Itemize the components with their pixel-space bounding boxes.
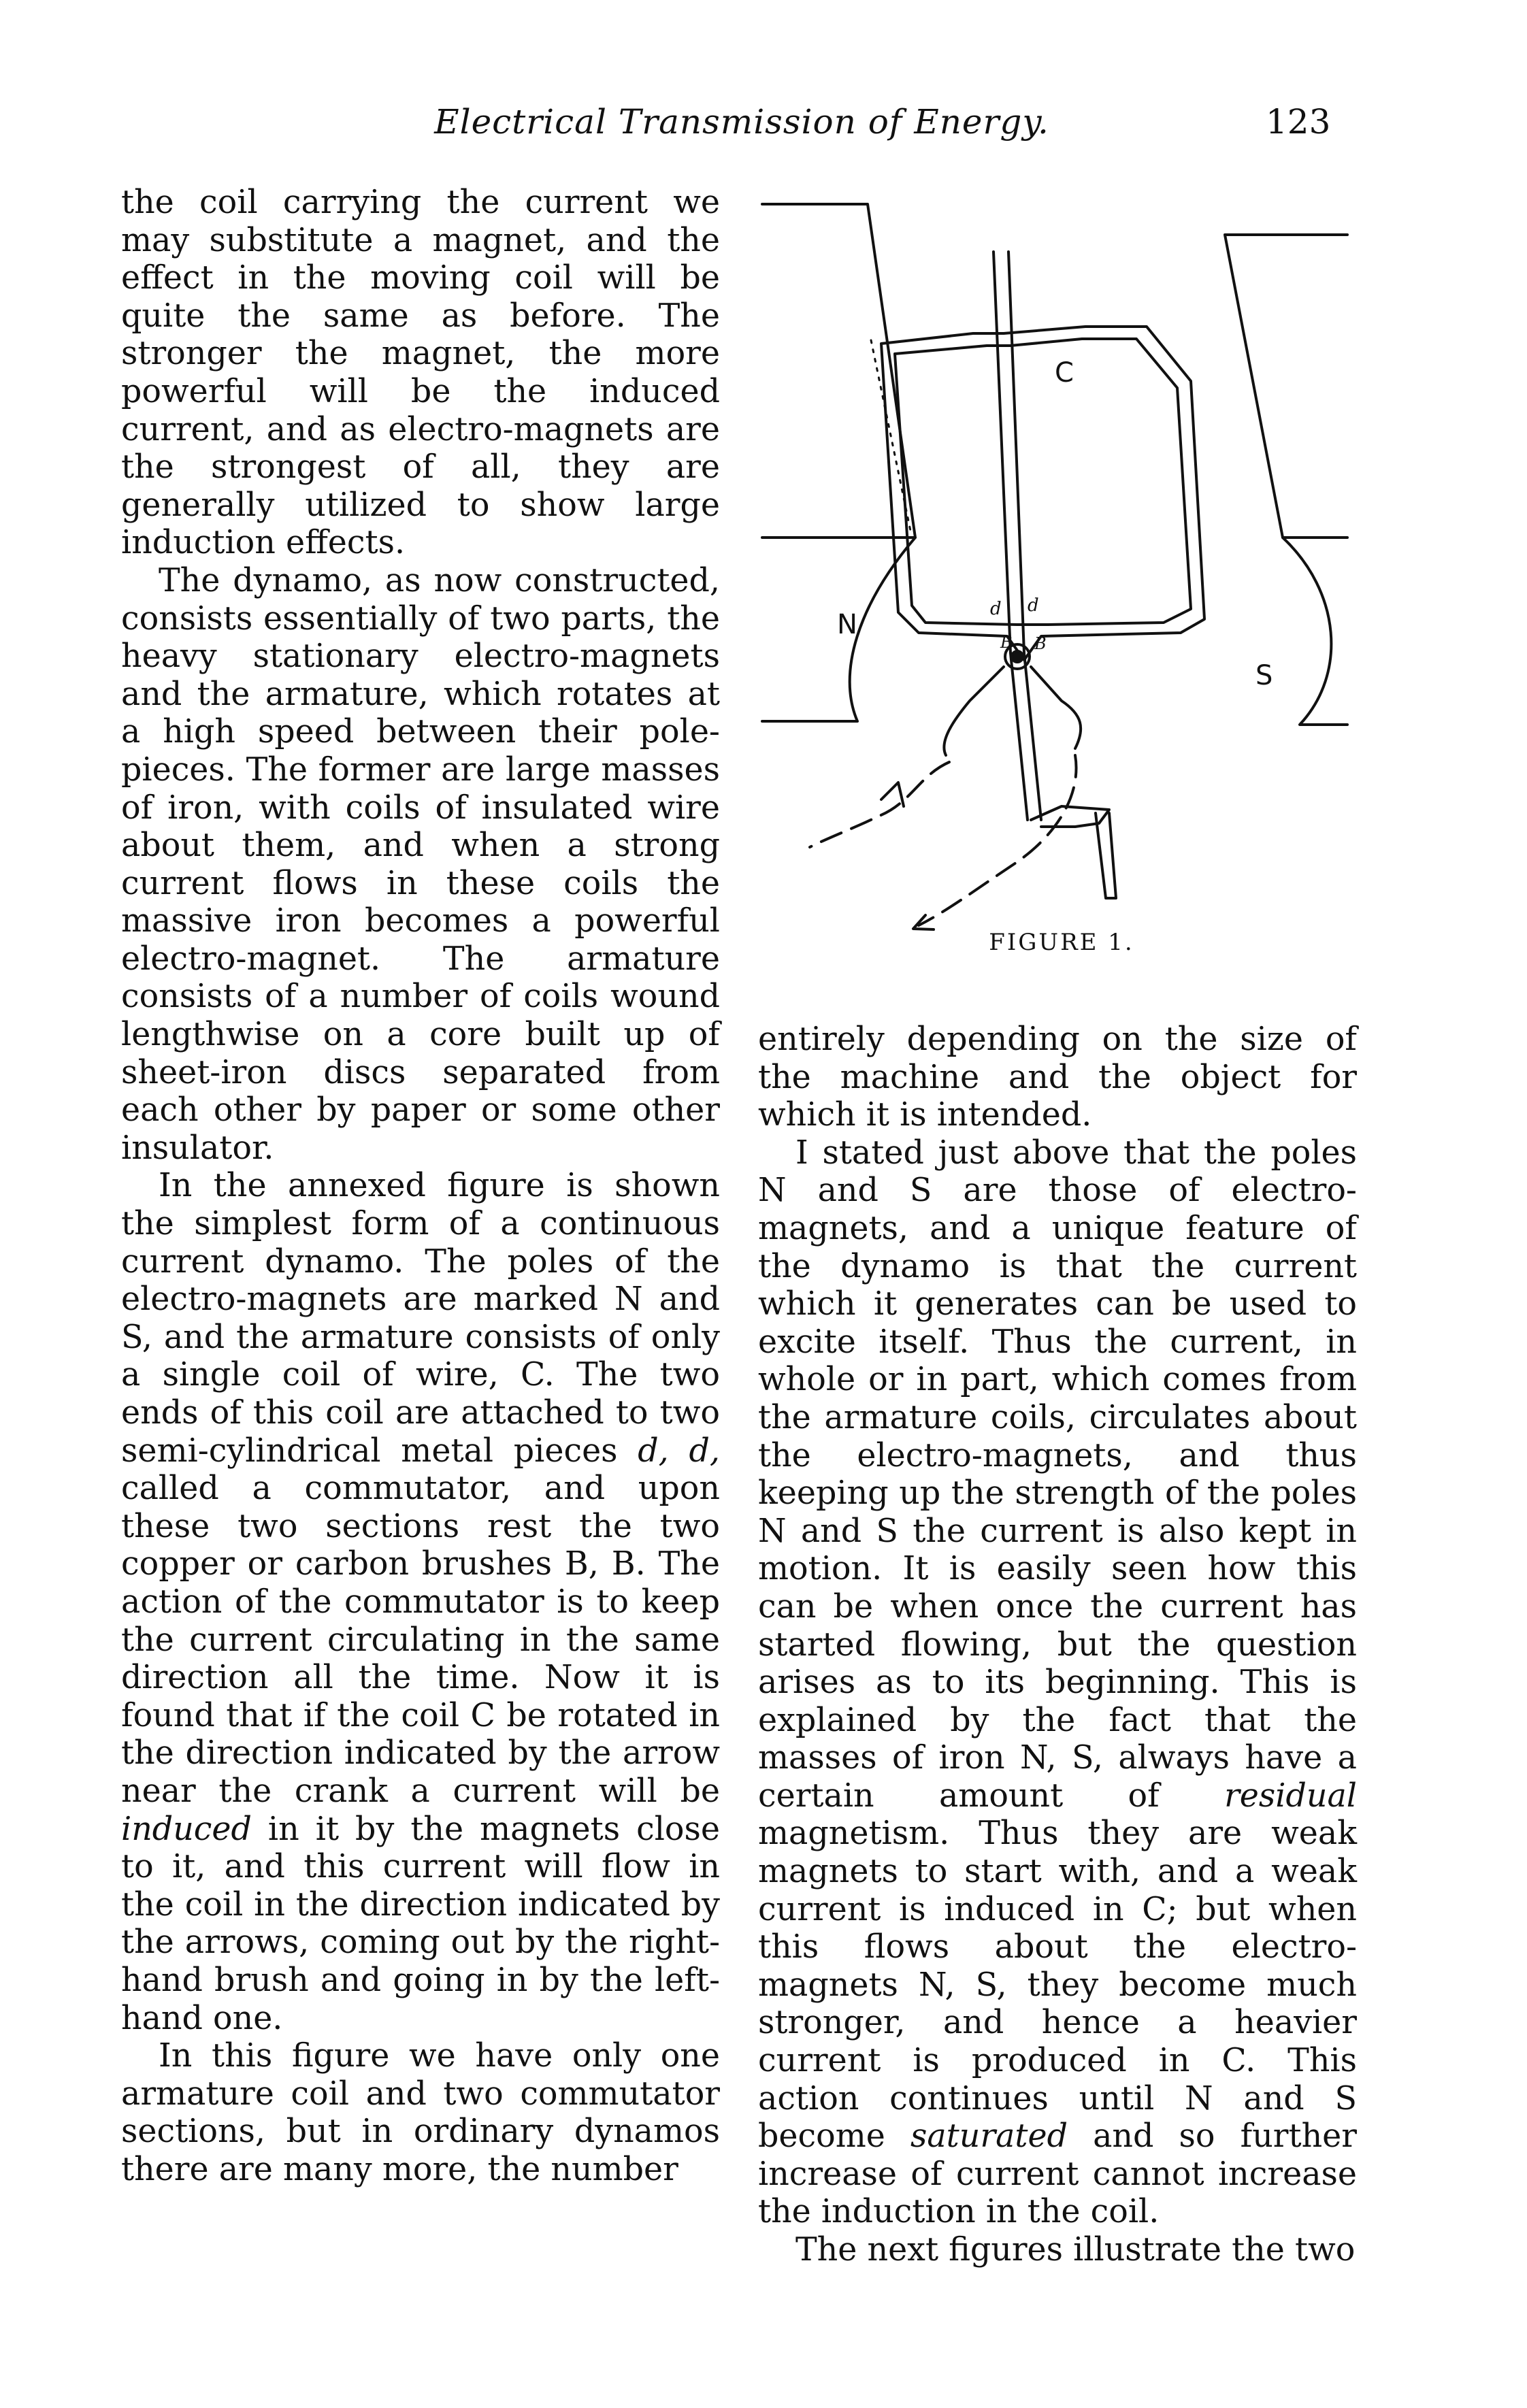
paragraph: entirely depending on the size of the machine and the object for which it is intended. xyxy=(758,1021,1357,1134)
arrow-right-wire xyxy=(919,755,1077,925)
crank-grip xyxy=(1096,813,1116,898)
text-run: in it by the magnets close to it, and this current will flow in the coil in the direction indicated by the arrows, coming out by the right-hand brush and going in by the left-hand one. xyxy=(121,1810,720,2037)
italic-term: induced xyxy=(121,1810,252,1848)
brush-right xyxy=(1031,667,1081,748)
italic-term: residual xyxy=(1224,1777,1357,1815)
text-run: magnetism. Thus they are weak magnets to start with, and a weak current is induced in C; but when this flows about the electro-magnets N, S, they become much stronger, and hence a heavier current is produced in C. This action continues until N and S become xyxy=(758,1815,1357,2156)
dynamo-figure xyxy=(755,184,1368,932)
label-c: C xyxy=(1055,357,1074,389)
right-column xyxy=(758,1021,1357,2269)
label-d-left: d xyxy=(990,599,1002,619)
s-pole-piece xyxy=(1225,235,1347,538)
n-pole-piece xyxy=(762,204,915,538)
brush-left xyxy=(944,667,1004,755)
paragraph xyxy=(121,1167,720,2037)
label-d-right: d xyxy=(1028,595,1039,616)
shaft-right xyxy=(1008,252,1041,820)
text-run: I stated just above that the poles N and S are those of electro-magnets, and a unique feature of the dynamo is that the current which it generates can be used to excite itself. Thus the current, in whole or in part, which comes from the armature coils, circulates about the electro-magnets, and thus keeping up the strength of the poles N and S the current is also kept in motion. It is easily seen how this can be when once the current has started flowing, but the question arises as to its beginning. This is explained by the fact that the masses of iron N, S, always have a certain amount of xyxy=(758,1134,1357,1815)
commutator-core xyxy=(1012,651,1023,662)
text-run: and so further increase of current cannot increase the induction in the coil. xyxy=(758,2117,1357,2231)
paragraph xyxy=(758,1134,1357,2231)
label-b-left: B xyxy=(1000,633,1013,652)
left-column xyxy=(121,184,720,2188)
arrow-left-wire xyxy=(810,762,949,847)
armature-coil-outer xyxy=(881,327,1204,660)
header-title: Electrical Transmission of Energy. xyxy=(434,102,1049,142)
italic-term: saturated xyxy=(910,2117,1068,2156)
armature-coil-inner xyxy=(895,339,1191,625)
label-s: S xyxy=(1255,660,1273,691)
paragraph: The next figures illustrate the two xyxy=(795,2231,1356,2269)
label-n: N xyxy=(837,609,857,640)
text-run: In the annexed figure is shown the simplest form of a continuous current dynamo. The poles of the electro-magnets are marked N and S, and the armature consists of only a single coil of wire, C. The two ends of this coil are attached to two semi-cylindrical metal pieces xyxy=(121,1167,720,1470)
s-pole-curve xyxy=(1283,538,1347,725)
italic-term: d, d, xyxy=(638,1432,720,1470)
paragraph: the coil carrying the current we may substitute a magnet, and the effect in the moving coil will be quite the same as before. The stronger the magnet, the more powerful will be the induced current, and as electro-magnets are the strongest of all, they are generally utilized to show large induction effects. xyxy=(121,184,720,562)
figure-caption: FIGURE 1. xyxy=(989,929,1134,956)
page-number: 123 xyxy=(1266,102,1331,142)
paragraph: The dynamo, as now constructed, consists essentially of two parts, the heavy stationary electro-magnets and the armature, which rotates at a high speed between their pole-pieces. The former are large masses of iron, with coils of insulated wire about them, and when a strong current flows in these coils the massive iron becomes a powerful electro-magnet. The armature consists of a number of coils wound lengthwise on a core built up of sheet-iron discs separated from each other by paper or some other insulator. xyxy=(121,561,720,1167)
text-run: called a commutator, and upon these two sections rest the two copper or carbon brushes B, B. The action of the commutator is to keep the current circulating in the same direction all the time. Now it is found that if the coil C be rotated in the direction indicated by the arrow near the crank a current will be xyxy=(121,1470,720,1810)
label-b-right: B xyxy=(1034,634,1047,653)
dynamo-diagram xyxy=(755,184,1368,932)
paragraph: In this figure we have only one armature coil and two commutator sections, but in ordinary dynamos there are many more, the number xyxy=(121,2037,720,2188)
